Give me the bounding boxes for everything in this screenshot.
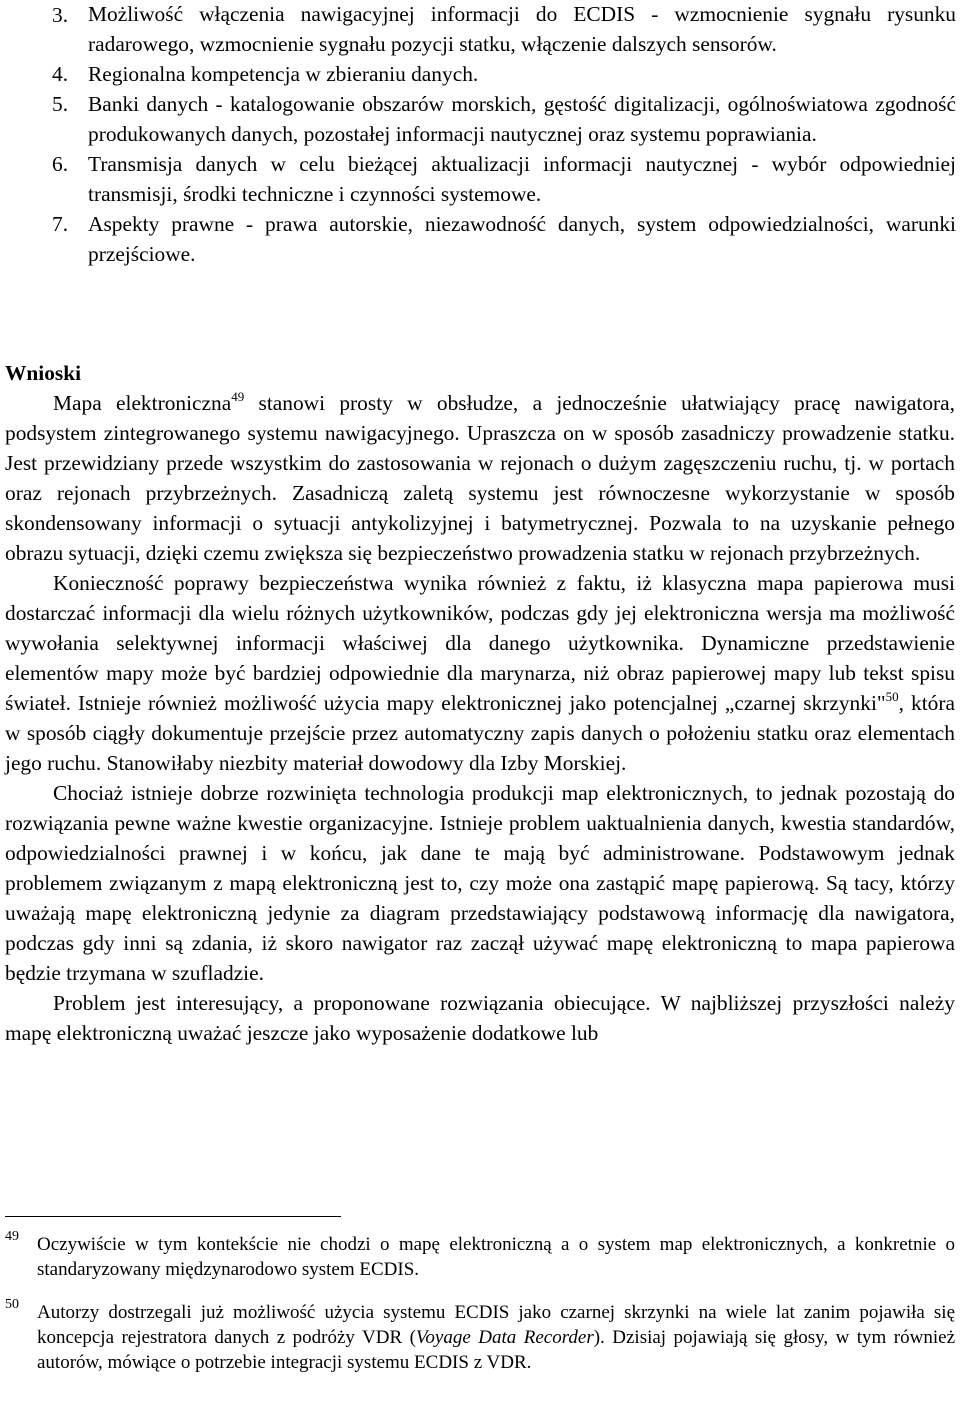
footnote-number: 49 — [5, 1229, 19, 1244]
list-item-number: 5. — [52, 92, 69, 116]
footnote-separator — [5, 1216, 341, 1217]
list-item-number: 3. — [52, 3, 69, 27]
footnote-ref: 49 — [231, 389, 245, 404]
paragraph-text: Mapa elektroniczna — [53, 391, 232, 415]
paragraph — [5, 388, 955, 568]
footnote-text — [37, 1300, 955, 1375]
numbered-list — [52, 0, 956, 269]
footnote-number: 50 — [5, 1297, 19, 1312]
footnote-text-part: ). Dzisiaj pojawiają się głosy, w tym również autorów, mówiące o potrzebie integracji systemu ECDIS z VDR. — [37, 1327, 955, 1373]
list-item-text: Aspekty prawne - prawa autorskie, niezawodność danych, system odpowiedzialności, warunki przejściowe. — [88, 212, 956, 266]
footnote-text-part: Autorzy dostrzegali już możliwość użycia systemu ECDIS jako czarnej skrzynki na wiele lat zanim pojawiła się koncepcja rejestratora danych z podróży VDR ( — [37, 1302, 955, 1348]
list-item — [52, 149, 956, 209]
paragraph-text: Konieczność poprawy bezpieczeństwa wynika również z faktu, iż klasyczna mapa papierowa musi dostarczać informacji dla wielu różnych użytkowników, podczas gdy jej elektroniczna wersja ma możliwość wywołania selektywnej informacji właściwej dla danego użytkownika. Dynamiczne przedstawienie elementów mapy może być bardziej odpowiednie dla marynarza, niż obraz papierowej mapy lub tekst spisu świateł. Istnieje również możliwość użycia mapy elektronicznej jako potencjalnej „czarnej skrzynki" — [5, 571, 955, 715]
list-item — [52, 89, 956, 149]
list-item-number: 4. — [52, 62, 69, 86]
list-item-text: Regionalna kompetencja w zbieraniu danych. — [88, 62, 479, 86]
footnote — [5, 1297, 955, 1375]
paragraph: Chociaż istnieje dobrze rozwinięta technologia produkcji map elektronicznych, to jednak pozostają do rozwiązania pewne ważne kwestie organizacyjne. Istnieje problem uaktualnienia danych, kwestia standardów, odpowiedzialności prawnej i w końcu, jak dane te mają być administrowane. Podstawowym jednak problemem związanym z mapą elektroniczną jest to, czy może ona zastąpić mapę papierową. Są tacy, którzy uważają mapę elektroniczną jedynie za diagram przedstawiający podstawową informację dla nawigatora, podczas gdy inni są zdania, iż skoro nawigator raz zaczął używać mapę elektroniczną to mapa papierowa będzie trzymana w szufladzie. — [5, 781, 955, 985]
paragraph: Problem jest interesujący, a proponowane rozwiązania obiecujące. W najbliższej przyszłości należy mapę elektroniczną uważać jeszcze jako wyposażenie dodatkowe lub — [5, 991, 955, 1045]
paragraph — [5, 568, 955, 778]
paragraph-text: stanowi prosty w obsłudze, a jednocześnie ułatwiający pracę nawigatora, podsystem zintegrowanego systemu nawigacyjnego. Upraszcza on w sposób zasadniczy prowadzenie statku. Jest przewidziany przede wszystkim do zastosowania w rejonach o dużym zagęszczeniu ruchu, tj. w portach oraz rejonach przybrzeżnych. Zasadniczą zaletą systemu jest równoczesne wykorzystanie w sposób skondensowany informacji o sytuacji antykolizyjnej i batymetrycznej. Pozwala to na uzyskanie pełnego obrazu sytuacji, dzięki czemu zwiększa się bezpieczeństwo prowadzenia statku w rejonach przybrzeżnych. — [5, 391, 955, 565]
list-item-number: 6. — [52, 152, 69, 176]
list-item — [52, 0, 956, 59]
list-item-text: Banki danych - katalogowanie obszarów morskich, gęstość digitalizacji, ogólnoświatowa zgodność produkowanych danych, pozostałej informacji nautycznej oraz systemu poprawiania. — [88, 92, 956, 146]
section-heading: Wnioski — [5, 361, 82, 385]
body-text — [5, 388, 955, 1048]
list-item — [52, 59, 956, 89]
list-item-text: Możliwość włączenia nawigacyjnej informacji do ECDIS - wzmocnienie sygnału rysunku radarowego, wzmocnienie sygnału pozycji statku, włączenie dalszych sensorów. — [88, 2, 956, 56]
list-item — [52, 209, 956, 269]
footnote — [5, 1229, 955, 1282]
paragraph-text: , która w sposób ciągły dokumentuje przejście przez automatyczny zapis danych o położeniu statku oraz elementach jego ruchu. Stanowiłaby niezbity materiał dowodowy dla Izby Morskiej. — [5, 691, 955, 775]
list-item-number: 7. — [52, 212, 69, 236]
footnote-ref: 50 — [885, 689, 899, 704]
footnote-italic-text: Voyage Data Recorder — [415, 1327, 594, 1348]
list-item-text: Transmisja danych w celu bieżącej aktualizacji informacji nautycznej - wybór odpowiedniej transmisji, środki techniczne i czynności systemowe. — [88, 152, 956, 206]
footnote-text: Oczywiście w tym kontekście nie chodzi o mapę elektroniczną a o system map elektronicznych, a konkretnie o standaryzowany międzynarodowo system ECDIS. — [37, 1234, 955, 1280]
